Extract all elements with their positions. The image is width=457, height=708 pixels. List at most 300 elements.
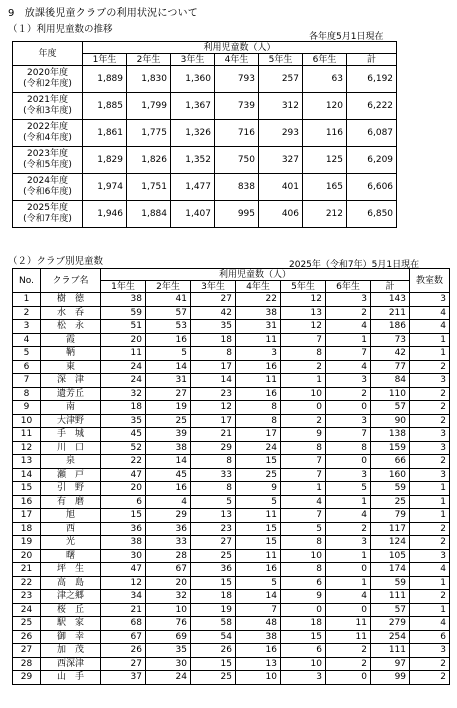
count-cell: 57 bbox=[371, 401, 410, 415]
count-cell: 0 bbox=[326, 455, 371, 469]
row-number: 27 bbox=[13, 644, 41, 658]
count-cell: 59 bbox=[371, 482, 410, 496]
year-cell bbox=[13, 147, 83, 174]
rooms-cell: 2 bbox=[410, 414, 450, 428]
count-cell: 3 bbox=[326, 536, 371, 550]
row-number: 14 bbox=[13, 468, 41, 482]
row-number: 28 bbox=[13, 657, 41, 671]
row-number: 19 bbox=[13, 536, 41, 550]
count-cell: 54 bbox=[191, 630, 236, 644]
row-number: 23 bbox=[13, 590, 41, 604]
row-number: 18 bbox=[13, 522, 41, 536]
row-number: 6 bbox=[13, 360, 41, 374]
rooms-cell: 1 bbox=[410, 495, 450, 509]
year-label: 2025年度 bbox=[27, 203, 68, 213]
count-cell: 406 bbox=[259, 201, 303, 228]
count-cell: 22 bbox=[236, 293, 281, 307]
count-cell: 23 bbox=[191, 522, 236, 536]
count-cell: 7 bbox=[281, 468, 326, 482]
count-cell: 24 bbox=[101, 360, 146, 374]
count-cell: 838 bbox=[215, 174, 259, 201]
count-cell: 125 bbox=[303, 147, 347, 174]
row-number: 2 bbox=[13, 306, 41, 320]
count-cell: 116 bbox=[303, 120, 347, 147]
row-number: 8 bbox=[13, 387, 41, 401]
count-cell: 3 bbox=[326, 374, 371, 388]
table-row bbox=[13, 441, 450, 455]
club-name: 遺芳丘 bbox=[41, 387, 101, 401]
grade-column-header: 4年生 bbox=[236, 281, 281, 293]
era-label: (令和4年度) bbox=[23, 133, 72, 143]
count-cell: 11 bbox=[236, 374, 281, 388]
count-cell: 12 bbox=[281, 293, 326, 307]
count-cell: 1,889 bbox=[83, 66, 127, 93]
rooms-cell: 1 bbox=[410, 347, 450, 361]
count-cell: 31 bbox=[146, 374, 191, 388]
count-cell: 1,830 bbox=[127, 66, 171, 93]
count-cell: 16 bbox=[236, 360, 281, 374]
count-cell: 76 bbox=[146, 617, 191, 631]
count-cell: 9 bbox=[281, 590, 326, 604]
year-label: 2021年度 bbox=[27, 95, 68, 105]
count-cell: 4 bbox=[326, 509, 371, 523]
count-cell: 15 bbox=[101, 509, 146, 523]
rooms-cell: 4 bbox=[410, 563, 450, 577]
rooms-cell: 3 bbox=[410, 428, 450, 442]
count-cell: 15 bbox=[236, 522, 281, 536]
table-row bbox=[13, 671, 450, 685]
count-cell: 38 bbox=[236, 630, 281, 644]
table-row bbox=[13, 522, 450, 536]
count-cell: 2 bbox=[326, 522, 371, 536]
count-cell: 3 bbox=[326, 468, 371, 482]
count-cell: 84 bbox=[371, 374, 410, 388]
count-cell: 11 bbox=[236, 509, 281, 523]
count-cell: 77 bbox=[371, 360, 410, 374]
year-header: 年度 bbox=[13, 42, 83, 66]
count-cell: 1 bbox=[326, 495, 371, 509]
count-cell: 1 bbox=[281, 374, 326, 388]
row-number: 3 bbox=[13, 320, 41, 334]
count-cell: 16 bbox=[236, 644, 281, 658]
count-cell: 22 bbox=[101, 455, 146, 469]
club-name: 加 茂 bbox=[41, 644, 101, 658]
table-row bbox=[13, 147, 397, 174]
rooms-cell: 3 bbox=[410, 441, 450, 455]
rooms-cell: 3 bbox=[410, 293, 450, 307]
club-name: 光 bbox=[41, 536, 101, 550]
count-cell: 14 bbox=[191, 374, 236, 388]
row-number: 22 bbox=[13, 576, 41, 590]
row-number: 17 bbox=[13, 509, 41, 523]
count-cell: 41 bbox=[146, 293, 191, 307]
count-cell: 1,360 bbox=[171, 66, 215, 93]
count-cell: 8 bbox=[281, 536, 326, 550]
count-cell: 716 bbox=[215, 120, 259, 147]
rooms-cell: 2 bbox=[410, 657, 450, 671]
count-cell: 5 bbox=[236, 576, 281, 590]
count-cell: 27 bbox=[191, 536, 236, 550]
count-cell: 25 bbox=[371, 495, 410, 509]
section2-heading: （２）クラブ別児童数 bbox=[8, 256, 104, 267]
count-cell: 7 bbox=[281, 333, 326, 347]
count-cell: 79 bbox=[371, 509, 410, 523]
row-number: 21 bbox=[13, 563, 41, 577]
table-row bbox=[13, 401, 450, 415]
table-row bbox=[13, 120, 397, 147]
table-row bbox=[13, 455, 450, 469]
section1-as-of: 各年度5月1日現在 bbox=[309, 32, 384, 42]
count-cell: 279 bbox=[371, 617, 410, 631]
count-cell: 143 bbox=[371, 293, 410, 307]
club-name: 有 磨 bbox=[41, 495, 101, 509]
count-cell: 13 bbox=[281, 306, 326, 320]
count-cell: 6,209 bbox=[347, 147, 397, 174]
count-cell: 15 bbox=[236, 455, 281, 469]
count-cell: 18 bbox=[191, 333, 236, 347]
count-cell: 15 bbox=[236, 536, 281, 550]
count-cell: 35 bbox=[191, 320, 236, 334]
count-cell: 4 bbox=[146, 495, 191, 509]
count-cell: 10 bbox=[281, 657, 326, 671]
count-cell: 6,222 bbox=[347, 93, 397, 120]
count-cell: 7 bbox=[281, 455, 326, 469]
count-cell: 6,192 bbox=[347, 66, 397, 93]
count-cell: 8 bbox=[326, 441, 371, 455]
row-number: 15 bbox=[13, 482, 41, 496]
rooms-cell: 2 bbox=[410, 590, 450, 604]
count-cell: 20 bbox=[101, 333, 146, 347]
grade-column-header: 3年生 bbox=[171, 54, 215, 66]
club-name: 大津野 bbox=[41, 414, 101, 428]
year-cell bbox=[13, 93, 83, 120]
grade-column-header: 6年生 bbox=[303, 54, 347, 66]
table-row bbox=[13, 414, 450, 428]
club-name: 西深津 bbox=[41, 657, 101, 671]
table-row bbox=[13, 563, 450, 577]
count-cell: 97 bbox=[371, 657, 410, 671]
count-cell: 2 bbox=[326, 306, 371, 320]
count-cell: 9 bbox=[236, 482, 281, 496]
rooms-cell: 1 bbox=[410, 509, 450, 523]
count-cell: 21 bbox=[101, 603, 146, 617]
count-cell: 401 bbox=[259, 174, 303, 201]
rooms-cell: 2 bbox=[410, 671, 450, 685]
count-cell: 26 bbox=[191, 644, 236, 658]
count-cell: 99 bbox=[371, 671, 410, 685]
table-row bbox=[13, 347, 450, 361]
grade-column-header: 1年生 bbox=[83, 54, 127, 66]
row-number: 11 bbox=[13, 428, 41, 442]
year-label: 2020年度 bbox=[27, 68, 68, 78]
count-cell: 2 bbox=[326, 387, 371, 401]
table-row bbox=[13, 293, 450, 307]
count-cell: 25 bbox=[191, 671, 236, 685]
count-cell: 8 bbox=[191, 482, 236, 496]
club-name: 山 手 bbox=[41, 671, 101, 685]
table-row bbox=[13, 93, 397, 120]
count-cell: 111 bbox=[371, 644, 410, 658]
count-cell: 13 bbox=[236, 657, 281, 671]
count-cell: 24 bbox=[101, 374, 146, 388]
count-cell: 24 bbox=[236, 441, 281, 455]
count-cell: 28 bbox=[146, 549, 191, 563]
count-cell: 11 bbox=[326, 617, 371, 631]
club-name: 泉 bbox=[41, 455, 101, 469]
count-cell: 8 bbox=[281, 441, 326, 455]
table-row bbox=[13, 630, 450, 644]
count-cell: 10 bbox=[281, 549, 326, 563]
count-cell: 16 bbox=[146, 482, 191, 496]
era-label: (令和6年度) bbox=[23, 187, 72, 197]
count-cell: 1,861 bbox=[83, 120, 127, 147]
count-cell: 8 bbox=[281, 563, 326, 577]
count-cell: 25 bbox=[236, 468, 281, 482]
count-cell: 45 bbox=[146, 468, 191, 482]
row-number: 9 bbox=[13, 401, 41, 415]
count-cell: 1,751 bbox=[127, 174, 171, 201]
table-row bbox=[13, 617, 450, 631]
club-name: 引 野 bbox=[41, 482, 101, 496]
grade-column-header: 5年生 bbox=[281, 281, 326, 293]
count-cell: 212 bbox=[303, 201, 347, 228]
count-cell: 0 bbox=[326, 603, 371, 617]
count-cell: 1,884 bbox=[127, 201, 171, 228]
club-name: 深 津 bbox=[41, 374, 101, 388]
rooms-cell: 4 bbox=[410, 617, 450, 631]
count-cell: 21 bbox=[191, 428, 236, 442]
count-cell: 8 bbox=[191, 455, 236, 469]
count-cell: 90 bbox=[371, 414, 410, 428]
count-cell: 5 bbox=[146, 347, 191, 361]
rooms-cell: 4 bbox=[410, 306, 450, 320]
count-cell: 58 bbox=[191, 617, 236, 631]
count-cell: 15 bbox=[191, 576, 236, 590]
section2-as-of: 2025年（令和7年）5月1日現在 bbox=[289, 260, 420, 270]
rooms-cell: 1 bbox=[410, 482, 450, 496]
count-cell: 186 bbox=[371, 320, 410, 334]
count-cell: 36 bbox=[191, 563, 236, 577]
count-cell: 3 bbox=[326, 293, 371, 307]
row-number: 24 bbox=[13, 603, 41, 617]
table-row bbox=[13, 657, 450, 671]
club-name: 鞆 bbox=[41, 347, 101, 361]
count-cell: 10 bbox=[281, 387, 326, 401]
count-cell: 10 bbox=[146, 603, 191, 617]
count-cell: 14 bbox=[146, 455, 191, 469]
table-row bbox=[13, 387, 450, 401]
count-cell: 105 bbox=[371, 549, 410, 563]
row-number: 13 bbox=[13, 455, 41, 469]
table-row bbox=[13, 320, 450, 334]
count-cell: 32 bbox=[146, 590, 191, 604]
count-cell: 1,885 bbox=[83, 93, 127, 120]
club-name: 桜 丘 bbox=[41, 603, 101, 617]
count-cell: 68 bbox=[101, 617, 146, 631]
club-name: 曙 bbox=[41, 549, 101, 563]
row-number: 4 bbox=[13, 333, 41, 347]
count-cell: 2 bbox=[326, 644, 371, 658]
count-cell: 995 bbox=[215, 201, 259, 228]
count-cell: 51 bbox=[101, 320, 146, 334]
club-children-table bbox=[12, 268, 450, 685]
era-label: (令和3年度) bbox=[23, 106, 72, 116]
year-label: 2023年度 bbox=[27, 149, 68, 159]
count-cell: 4 bbox=[326, 320, 371, 334]
children-count-header: 利用児童数（人） bbox=[101, 269, 410, 281]
grade-column-header: 6年生 bbox=[326, 281, 371, 293]
count-cell: 18 bbox=[191, 590, 236, 604]
table-row bbox=[13, 468, 450, 482]
count-cell: 6 bbox=[281, 576, 326, 590]
count-cell: 57 bbox=[146, 306, 191, 320]
count-cell: 160 bbox=[371, 468, 410, 482]
club-name: 川 口 bbox=[41, 441, 101, 455]
count-cell: 11 bbox=[326, 630, 371, 644]
count-cell: 254 bbox=[371, 630, 410, 644]
count-cell: 57 bbox=[371, 603, 410, 617]
count-cell: 17 bbox=[191, 414, 236, 428]
count-cell: 1 bbox=[326, 333, 371, 347]
count-cell: 1,775 bbox=[127, 120, 171, 147]
count-cell: 6,850 bbox=[347, 201, 397, 228]
rooms-cell: 1 bbox=[410, 603, 450, 617]
count-cell: 25 bbox=[191, 549, 236, 563]
club-name: 津之郷 bbox=[41, 590, 101, 604]
count-cell: 138 bbox=[371, 428, 410, 442]
table-row bbox=[13, 576, 450, 590]
count-cell: 7 bbox=[326, 347, 371, 361]
count-cell: 19 bbox=[146, 401, 191, 415]
rooms-cell: 2 bbox=[410, 455, 450, 469]
count-cell: 1 bbox=[326, 549, 371, 563]
count-cell: 30 bbox=[146, 657, 191, 671]
count-cell: 12 bbox=[101, 576, 146, 590]
count-cell: 6 bbox=[101, 495, 146, 509]
table-row bbox=[13, 495, 450, 509]
club-name: 御 幸 bbox=[41, 630, 101, 644]
count-cell: 159 bbox=[371, 441, 410, 455]
row-number: 26 bbox=[13, 630, 41, 644]
count-cell: 1 bbox=[326, 576, 371, 590]
count-cell: 2 bbox=[281, 360, 326, 374]
count-cell: 2 bbox=[326, 657, 371, 671]
count-cell: 38 bbox=[146, 441, 191, 455]
club-name: 松 永 bbox=[41, 320, 101, 334]
count-cell: 16 bbox=[236, 563, 281, 577]
year-label: 2022年度 bbox=[27, 122, 68, 132]
count-cell: 257 bbox=[259, 66, 303, 93]
club-name: 西 bbox=[41, 522, 101, 536]
count-cell: 3 bbox=[236, 347, 281, 361]
count-cell: 293 bbox=[259, 120, 303, 147]
count-cell: 16 bbox=[146, 333, 191, 347]
year-cell bbox=[13, 66, 83, 93]
count-cell: 17 bbox=[236, 428, 281, 442]
grade-column-header: 4年生 bbox=[215, 54, 259, 66]
count-cell: 7 bbox=[281, 509, 326, 523]
table-row bbox=[13, 428, 450, 442]
usage-trend-table bbox=[12, 41, 397, 228]
count-cell: 15 bbox=[281, 630, 326, 644]
count-cell: 739 bbox=[215, 93, 259, 120]
rooms-cell: 3 bbox=[410, 468, 450, 482]
count-cell: 7 bbox=[236, 603, 281, 617]
count-cell: 174 bbox=[371, 563, 410, 577]
count-cell: 8 bbox=[236, 401, 281, 415]
count-cell: 5 bbox=[326, 482, 371, 496]
count-cell: 5 bbox=[191, 495, 236, 509]
count-cell: 14 bbox=[146, 360, 191, 374]
count-cell: 6 bbox=[281, 644, 326, 658]
count-cell: 29 bbox=[146, 509, 191, 523]
count-cell: 52 bbox=[101, 441, 146, 455]
club-name: 坪 生 bbox=[41, 563, 101, 577]
count-cell: 53 bbox=[146, 320, 191, 334]
club-name: 樹 徳 bbox=[41, 293, 101, 307]
count-cell: 18 bbox=[281, 617, 326, 631]
table-row bbox=[13, 644, 450, 658]
row-number: 25 bbox=[13, 617, 41, 631]
row-number: 20 bbox=[13, 549, 41, 563]
count-cell: 34 bbox=[101, 590, 146, 604]
count-cell: 33 bbox=[191, 468, 236, 482]
table-row bbox=[13, 509, 450, 523]
count-cell: 6,087 bbox=[347, 120, 397, 147]
count-cell: 36 bbox=[101, 522, 146, 536]
count-cell: 20 bbox=[101, 482, 146, 496]
grade-column-header: 5年生 bbox=[259, 54, 303, 66]
count-cell: 110 bbox=[371, 387, 410, 401]
table-row bbox=[13, 603, 450, 617]
count-cell: 793 bbox=[215, 66, 259, 93]
row-number: 16 bbox=[13, 495, 41, 509]
count-cell: 117 bbox=[371, 522, 410, 536]
count-cell: 10 bbox=[236, 671, 281, 685]
club-name: 駅 家 bbox=[41, 617, 101, 631]
count-cell: 1,974 bbox=[83, 174, 127, 201]
count-cell: 11 bbox=[236, 333, 281, 347]
club-name-header: クラブ名 bbox=[41, 269, 101, 293]
count-cell: 19 bbox=[191, 603, 236, 617]
era-label: (令和5年度) bbox=[23, 160, 72, 170]
table-row bbox=[13, 201, 397, 228]
count-cell: 29 bbox=[191, 441, 236, 455]
rooms-cell: 2 bbox=[410, 401, 450, 415]
count-cell: 1,826 bbox=[127, 147, 171, 174]
rooms-cell: 1 bbox=[410, 576, 450, 590]
count-cell: 8 bbox=[236, 414, 281, 428]
count-cell: 0 bbox=[326, 671, 371, 685]
count-cell: 38 bbox=[101, 293, 146, 307]
count-cell: 30 bbox=[101, 549, 146, 563]
table-row bbox=[13, 536, 450, 550]
count-cell: 18 bbox=[101, 401, 146, 415]
rooms-cell: 6 bbox=[410, 630, 450, 644]
table-row bbox=[13, 66, 397, 93]
count-cell: 5 bbox=[236, 495, 281, 509]
club-name: 南 bbox=[41, 401, 101, 415]
count-cell: 15 bbox=[191, 657, 236, 671]
year-cell bbox=[13, 201, 83, 228]
no-header: No. bbox=[13, 269, 41, 293]
count-cell: 35 bbox=[101, 414, 146, 428]
table-row bbox=[13, 482, 450, 496]
club-name: 霞 bbox=[41, 333, 101, 347]
club-name: 手 城 bbox=[41, 428, 101, 442]
rooms-cell: 3 bbox=[410, 644, 450, 658]
count-cell: 33 bbox=[146, 536, 191, 550]
